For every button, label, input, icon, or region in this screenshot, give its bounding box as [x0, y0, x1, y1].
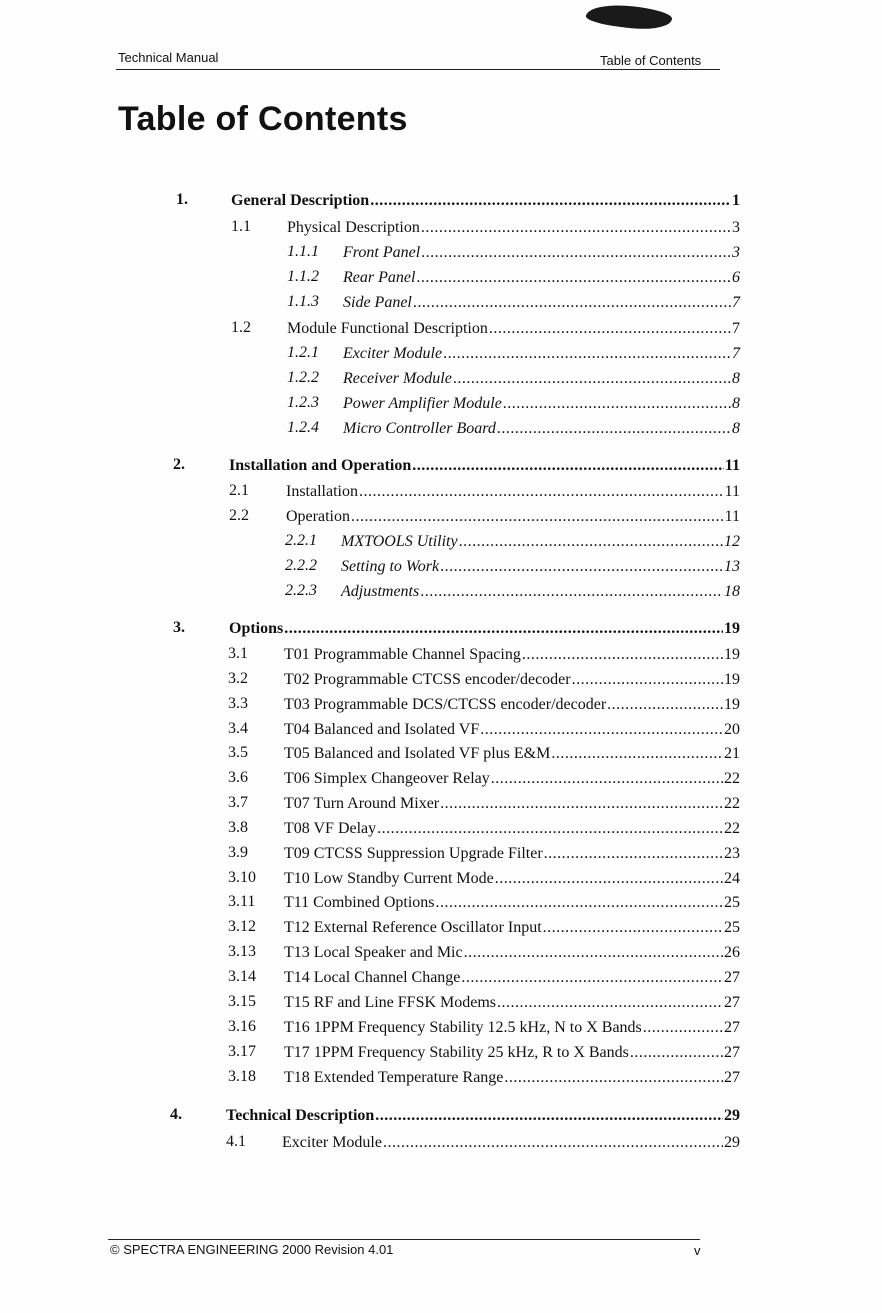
- toc-entry-number: 3.18: [228, 1068, 256, 1085]
- toc-page-number: 19: [724, 646, 740, 663]
- toc-entry-label: Rear Panel: [343, 269, 416, 286]
- toc-entry-label: Exciter Module: [343, 345, 443, 362]
- toc-entry[interactable]: [284, 844, 740, 864]
- toc-dot-leader: [461, 968, 723, 988]
- toc-page-number: 7: [732, 345, 740, 362]
- toc-page-number: 26: [724, 944, 740, 961]
- toc-dot-leader: [421, 243, 731, 263]
- toc-entry-number: 3.7: [228, 794, 248, 811]
- toc-entry-label: T01 Programmable Channel Spacing: [284, 646, 521, 663]
- toc-entry-label: Operation: [286, 508, 350, 525]
- toc-dot-leader: [464, 943, 723, 963]
- toc-entry[interactable]: [284, 869, 740, 889]
- toc-entry-label: T09 CTCSS Suppression Upgrade Filter: [284, 845, 543, 862]
- toc-dot-leader: [413, 293, 731, 313]
- toc-entry-number: 3.10: [228, 869, 256, 886]
- toc-entry-label: Installation: [286, 483, 358, 500]
- toc-entry-label: Front Panel: [343, 244, 421, 261]
- toc-entry-label: Receiver Module: [343, 370, 452, 387]
- toc-section-entry[interactable]: [231, 191, 740, 211]
- toc-dot-leader: [551, 744, 723, 764]
- toc-subentry[interactable]: [343, 268, 740, 288]
- toc-page-number: 25: [724, 894, 740, 911]
- toc-subentry[interactable]: [343, 243, 740, 263]
- toc-entry[interactable]: [284, 918, 740, 938]
- toc-entry[interactable]: [284, 695, 740, 715]
- toc-dot-leader: [453, 369, 731, 389]
- toc-dot-leader: [480, 720, 723, 740]
- toc-dot-leader: [630, 1043, 723, 1063]
- toc-dot-leader: [607, 695, 723, 715]
- toc-dot-leader: [497, 419, 731, 439]
- toc-entry-number: 2.2: [229, 507, 249, 524]
- toc-section-entry[interactable]: [229, 456, 740, 476]
- toc-page-number: 13: [724, 558, 740, 575]
- toc-entry[interactable]: [284, 968, 740, 988]
- toc-subentry[interactable]: [341, 557, 740, 577]
- toc-dot-leader: [503, 394, 731, 414]
- header-section-name: Table of Contents: [600, 53, 702, 68]
- toc-entry-label: T13 Local Speaker and Mic: [284, 944, 463, 961]
- toc-entry-label: Power Amplifier Module: [343, 395, 502, 412]
- toc-subentry[interactable]: [343, 419, 740, 439]
- toc-dot-leader: [440, 557, 723, 577]
- toc-page-number: 22: [724, 770, 740, 787]
- footer-page-number: v: [694, 1243, 701, 1258]
- toc-page-number: 12: [724, 533, 740, 550]
- toc-entry-number: 3.12: [228, 918, 256, 935]
- toc-dot-leader: [351, 507, 724, 527]
- toc-page-number: 11: [724, 508, 740, 525]
- toc-dot-leader: [504, 1068, 723, 1088]
- toc-page-number: 27: [724, 969, 740, 986]
- toc-entry-label: T05 Balanced and Isolated VF plus E&M: [284, 745, 551, 762]
- toc-dot-leader: [522, 645, 723, 665]
- toc-page-number: 25: [724, 919, 740, 936]
- toc-dot-leader: [284, 619, 723, 639]
- footer-copyright: © SPECTRA ENGINEERING 2000 Revision 4.01: [110, 1242, 394, 1257]
- toc-entry-number: 3.5: [228, 744, 248, 761]
- toc-entry[interactable]: [286, 507, 740, 527]
- toc-entry-label: Adjustments: [341, 583, 420, 600]
- toc-page-number: 27: [724, 1019, 740, 1036]
- toc-subentry-number: 2.2.3: [285, 582, 317, 599]
- toc-entry-number: 3.9: [228, 844, 248, 861]
- toc-page-number: 23: [724, 845, 740, 862]
- toc-page-number: 29: [724, 1134, 740, 1151]
- toc-dot-leader: [497, 993, 723, 1013]
- toc-entry-number: 3.13: [228, 943, 256, 960]
- toc-entry[interactable]: [284, 645, 740, 665]
- toc-entry[interactable]: [287, 218, 740, 238]
- toc-entry[interactable]: [284, 769, 740, 789]
- toc-page-number: 11: [724, 483, 740, 500]
- toc-entry-label: Module Functional Description: [287, 320, 488, 337]
- toc-subentry-number: 1.2.3: [287, 394, 319, 411]
- toc-page-number: 11: [724, 457, 740, 474]
- toc-page-number: 18: [724, 583, 740, 600]
- toc-entry-number: 3.6: [228, 769, 248, 786]
- toc-entry-label: Side Panel: [343, 294, 412, 311]
- toc-entry-label: T14 Local Channel Change: [284, 969, 461, 986]
- toc-entry-label: T18 Extended Temperature Range: [284, 1069, 504, 1086]
- toc-page-number: 8: [732, 420, 740, 437]
- toc-page-number: 7: [732, 294, 740, 311]
- toc-page-number: 27: [724, 994, 740, 1011]
- toc-entry-number: 3.14: [228, 968, 256, 985]
- toc-entry-number: 2.1: [229, 482, 249, 499]
- toc-subentry[interactable]: [343, 344, 740, 364]
- toc-page-number: 1: [732, 192, 740, 209]
- toc-entry-label: Exciter Module: [282, 1134, 382, 1151]
- toc-page-number: 19: [724, 696, 740, 713]
- toc-dot-leader: [377, 819, 723, 839]
- toc-subentry-number: 1.2.2: [287, 369, 319, 386]
- toc-dot-leader: [375, 1106, 723, 1126]
- toc-page-number: 3: [732, 219, 740, 236]
- toc-dot-leader: [491, 769, 723, 789]
- toc-dot-leader: [643, 1018, 723, 1038]
- toc-entry[interactable]: [284, 1068, 740, 1088]
- toc-entry[interactable]: [287, 319, 740, 339]
- toc-dot-leader: [489, 319, 731, 339]
- toc-dot-leader: [383, 1133, 723, 1153]
- toc-entry[interactable]: [284, 993, 740, 1013]
- toc-page-number: 19: [724, 671, 740, 688]
- toc-subentry-number: 2.2.2: [285, 557, 317, 574]
- toc-entry[interactable]: [284, 1018, 740, 1038]
- toc-entry-number: 3.4: [228, 720, 248, 737]
- toc-entry[interactable]: [284, 819, 740, 839]
- toc-entry-label: Micro Controller Board: [343, 420, 496, 437]
- toc-entry-label: Installation and Operation: [229, 457, 412, 474]
- toc-section-number: 3.: [173, 619, 185, 636]
- toc-subentry-number: 2.2.1: [285, 532, 317, 549]
- toc-entry[interactable]: [284, 794, 740, 814]
- toc-entry[interactable]: [286, 482, 740, 502]
- toc-page-number: 29: [724, 1107, 740, 1124]
- toc-dot-leader: [443, 344, 731, 364]
- toc-page-number: 20: [724, 721, 740, 738]
- toc-entry[interactable]: [284, 744, 740, 764]
- toc-entry-number: 3.17: [228, 1043, 256, 1060]
- toc-entry[interactable]: [284, 943, 740, 963]
- toc-entry-number: 3.15: [228, 993, 256, 1010]
- toc-page-number: 24: [724, 870, 740, 887]
- toc-page-number: 3: [732, 244, 740, 261]
- toc-dot-leader: [543, 918, 723, 938]
- toc-subentry-number: 1.1.1: [287, 243, 319, 260]
- toc-entry-label: T07 Turn Around Mixer: [284, 795, 440, 812]
- toc-entry-label: Setting to Work: [341, 558, 440, 575]
- toc-entry-label: T02 Programmable CTCSS encoder/decoder: [284, 671, 571, 688]
- toc-entry[interactable]: [282, 1133, 740, 1153]
- toc-entry[interactable]: [284, 670, 740, 690]
- header-manual-name: Technical Manual: [118, 50, 219, 65]
- toc-dot-leader: [495, 869, 723, 889]
- toc-entry-label: T04 Balanced and Isolated VF: [284, 721, 480, 738]
- toc-dot-leader: [436, 893, 723, 913]
- toc-dot-leader: [370, 191, 731, 211]
- toc-entry[interactable]: [284, 1043, 740, 1063]
- toc-entry-label: T12 External Reference Oscillator Input: [284, 919, 542, 936]
- toc-section-entry[interactable]: [226, 1106, 740, 1126]
- toc-dot-leader: [459, 532, 723, 552]
- toc-page-number: 22: [724, 795, 740, 812]
- toc-page-number: 7: [732, 320, 740, 337]
- toc-entry-number: 3.11: [228, 893, 256, 910]
- footer-rule: [108, 1239, 700, 1240]
- toc-entry-label: Technical Description: [226, 1107, 375, 1124]
- toc-page-number: 19: [724, 620, 740, 637]
- toc-entry-number: 1.1: [231, 218, 251, 235]
- toc-entry-label: T08 VF Delay: [284, 820, 377, 837]
- toc-entry-label: T17 1PPM Frequency Stability 25 kHz, R to X Bands: [284, 1044, 629, 1061]
- toc-entry[interactable]: [284, 720, 740, 740]
- toc-page-number: 27: [724, 1069, 740, 1086]
- toc-entry-number: 3.8: [228, 819, 248, 836]
- page-title: Table of Contents: [118, 100, 408, 138]
- toc-entry-label: T03 Programmable DCS/CTCSS encoder/decoder: [284, 696, 607, 713]
- toc-subentry-number: 1.1.2: [287, 268, 319, 285]
- toc-dot-leader: [572, 670, 723, 690]
- toc-entry-number: 4.1: [226, 1133, 246, 1150]
- toc-entry-label: T06 Simplex Changeover Relay: [284, 770, 490, 787]
- toc-section-number: 4.: [170, 1106, 182, 1123]
- toc-subentry[interactable]: [343, 293, 740, 313]
- toc-section-entry[interactable]: [229, 619, 740, 639]
- toc-dot-leader: [420, 582, 723, 602]
- toc-dot-leader: [359, 482, 724, 502]
- toc-entry-label: T15 RF and Line FFSK Modems: [284, 994, 497, 1011]
- toc-page-number: 22: [724, 820, 740, 837]
- toc-page-number: 27: [724, 1044, 740, 1061]
- toc-entry-label: General Description: [231, 192, 370, 209]
- toc-subentry[interactable]: [341, 532, 740, 552]
- toc-entry-label: Physical Description: [287, 219, 420, 236]
- toc-subentry[interactable]: [341, 582, 740, 602]
- toc-entry-label: T10 Low Standby Current Mode: [284, 870, 494, 887]
- toc-subentry-number: 1.2.1: [287, 344, 319, 361]
- toc-subentry-number: 1.1.3: [287, 293, 319, 310]
- toc-dot-leader: [416, 268, 731, 288]
- toc-subentry[interactable]: [343, 394, 740, 414]
- toc-entry-number: 3.16: [228, 1018, 256, 1035]
- toc-entry-number: 1.2: [231, 319, 251, 336]
- toc-entry-number: 3.1: [228, 645, 248, 662]
- toc-entry-label: MXTOOLS Utility: [341, 533, 458, 550]
- toc-dot-leader: [421, 218, 731, 238]
- toc-section-number: 2.: [173, 456, 185, 473]
- toc-page-number: 21: [724, 745, 740, 762]
- toc-subentry[interactable]: [343, 369, 740, 389]
- toc-page-number: 8: [732, 395, 740, 412]
- toc-subentry-number: 1.2.4: [287, 419, 319, 436]
- toc-entry-number: 3.2: [228, 670, 248, 687]
- toc-dot-leader: [412, 456, 724, 476]
- toc-page-number: 6: [732, 269, 740, 286]
- toc-dot-leader: [544, 844, 723, 864]
- toc-entry-label: T16 1PPM Frequency Stability 12.5 kHz, N to X Bands: [284, 1019, 642, 1036]
- toc-section-number: 1.: [176, 191, 188, 208]
- toc-entry-label: Options: [229, 620, 284, 637]
- toc-entry-number: 3.3: [228, 695, 248, 712]
- toc-dot-leader: [440, 794, 723, 814]
- toc-page-number: 8: [732, 370, 740, 387]
- toc-entry-label: T11 Combined Options: [284, 894, 435, 911]
- toc-entry[interactable]: [284, 893, 740, 913]
